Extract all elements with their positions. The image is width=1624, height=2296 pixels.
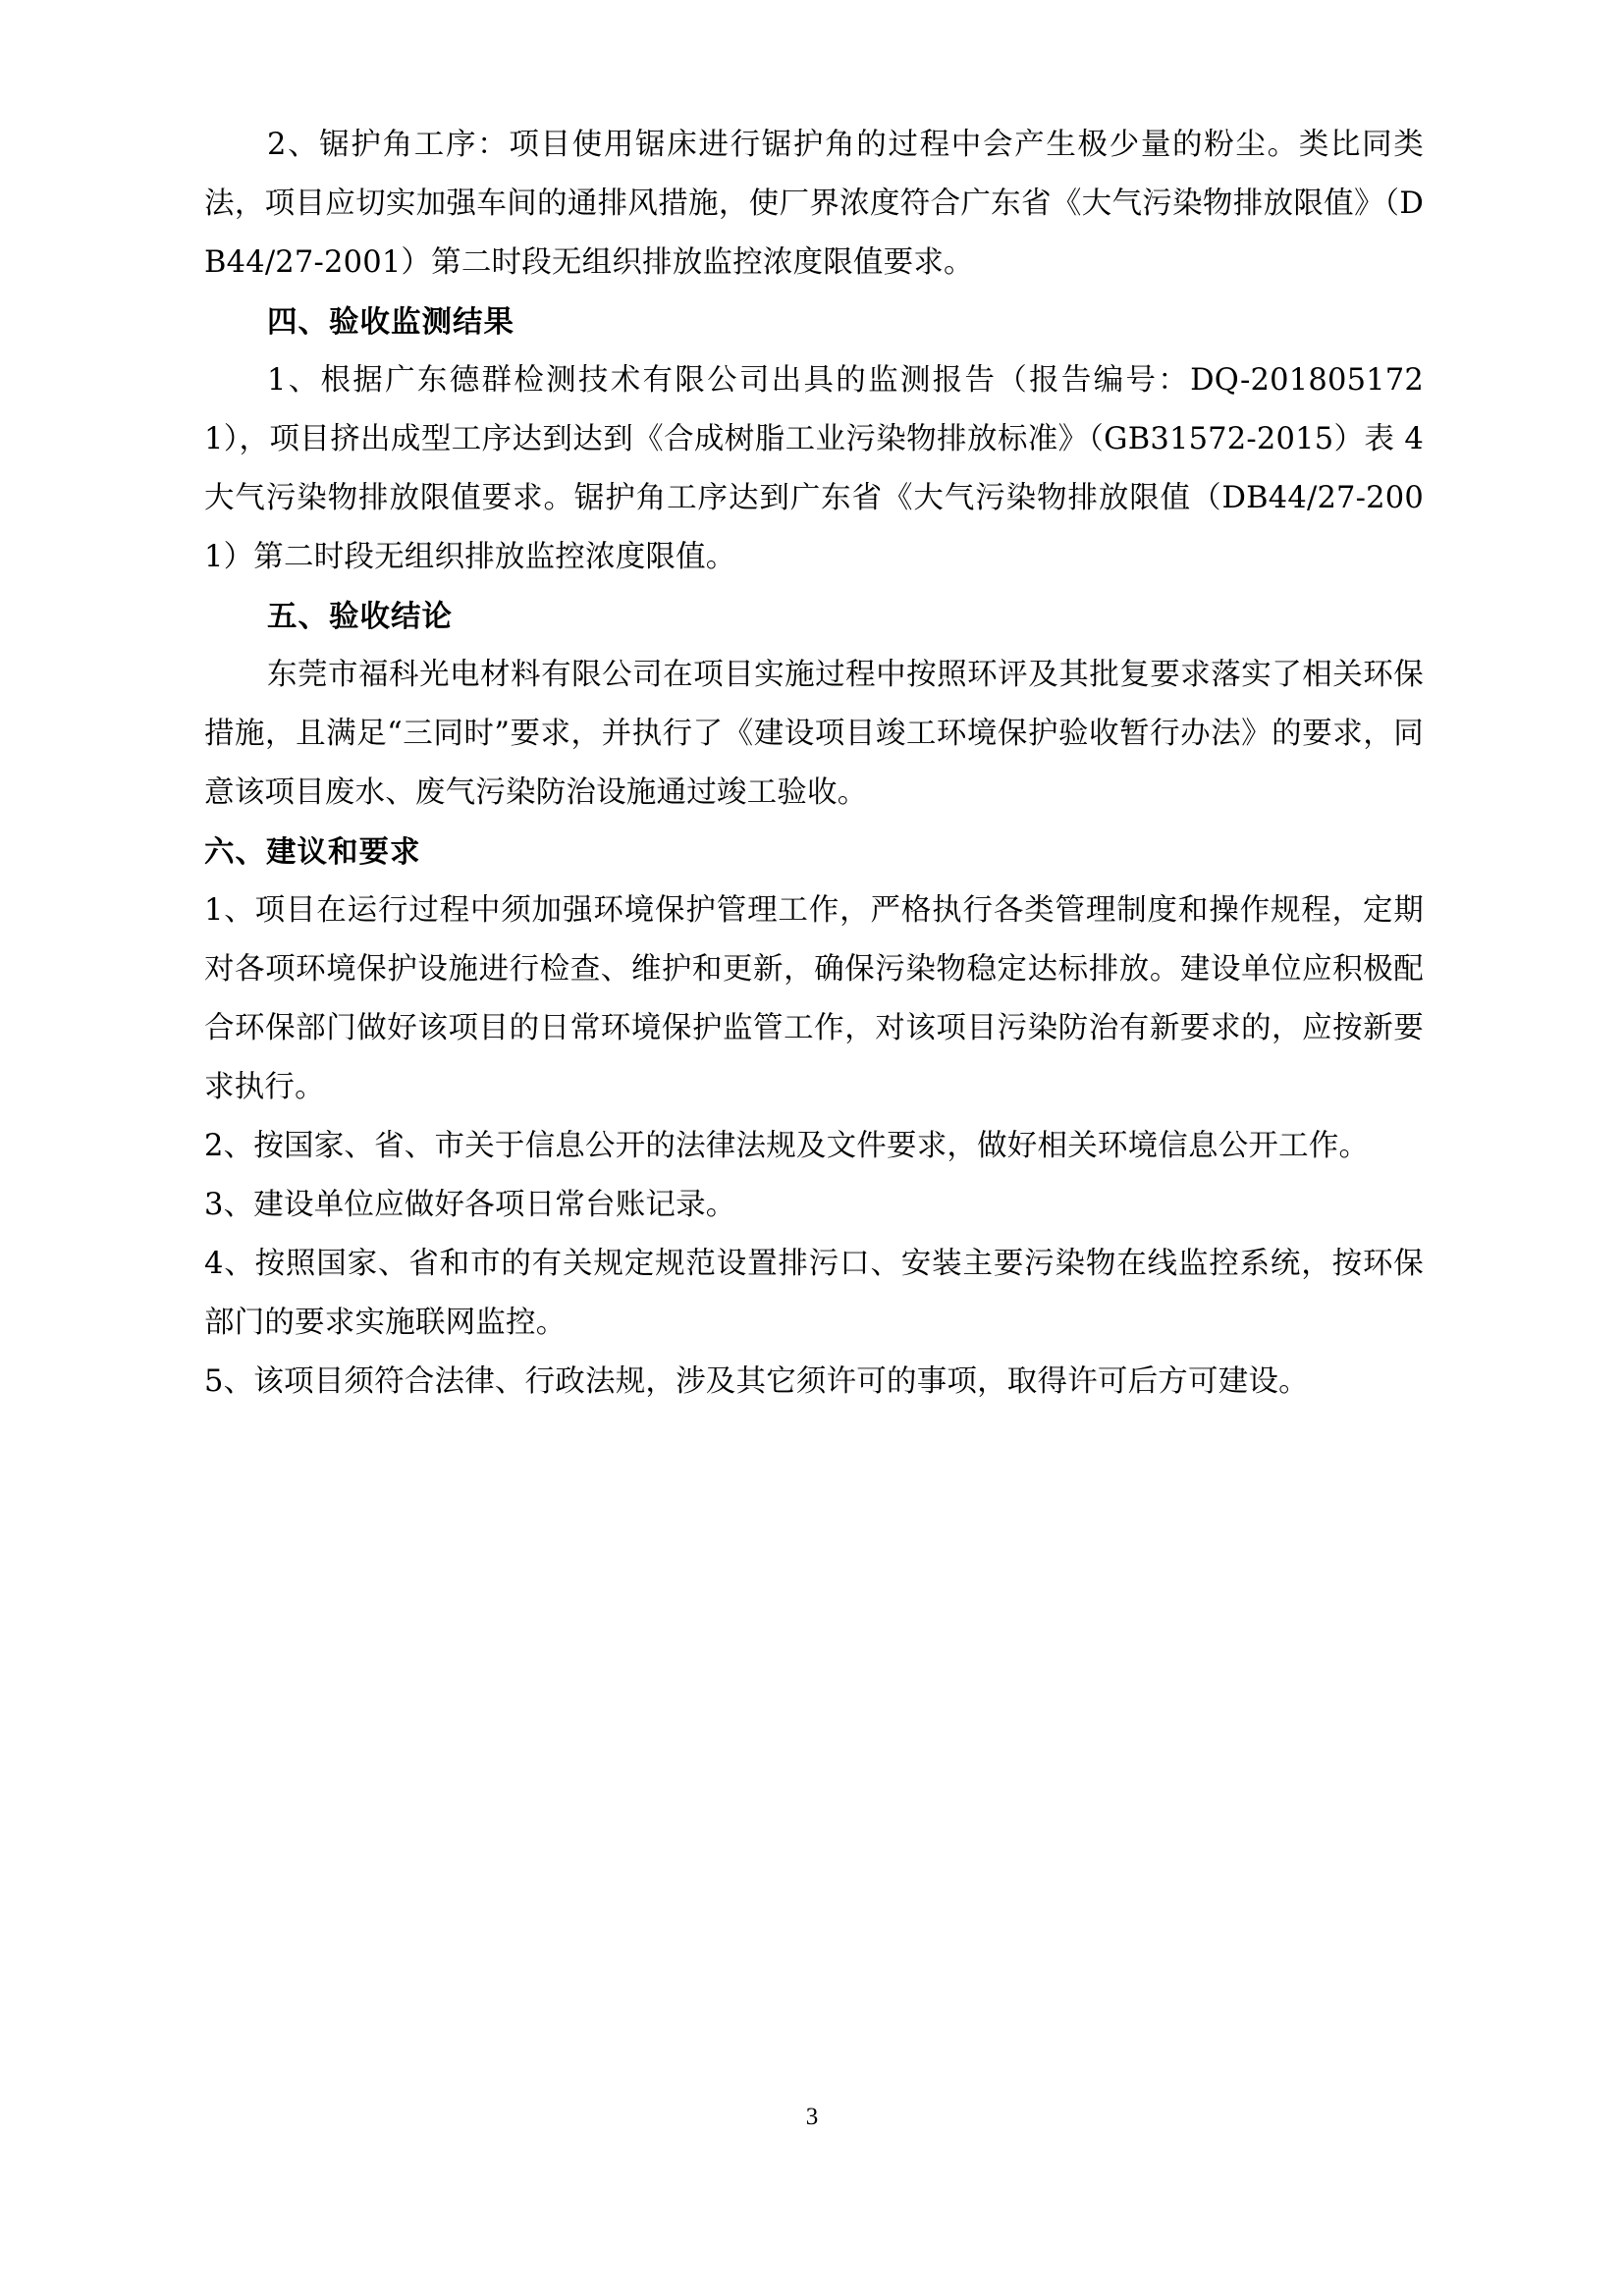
section-heading-four: 四、验收监测结果 <box>267 304 514 340</box>
paragraph-suggestion-3: 3、建设单位应做好各项日常台账记录。 <box>204 1188 736 1222</box>
section-heading-six: 六、建议和要求 <box>204 834 421 870</box>
paragraph-suggestion-2: 2、按国家、省、市关于信息公开的法律法规及文件要求，做好相关环境信息公开工作。 <box>204 1129 1370 1163</box>
section-heading-five: 五、验收结论 <box>267 599 453 634</box>
paragraph-suggestion-5: 5、该项目须符合法律、行政法规，涉及其它须许可的事项，取得许可后方可建设。 <box>204 1364 1309 1399</box>
paragraph-suggestion-1: 1、项目在运行过程中须加强环境保护管理工作，严格执行各类管理制度和操作规程，定期对各项环境保护设施进行检查、维护和更新，确保污染物稳定达标排放。建设单位应积极配合环保部门做好该项目的日常环境保护监管工作，对该项目污染防治有新要求的，应按新要求执行。 <box>204 893 1424 1104</box>
paragraph-monitor-result: 1、根据广东德群检测技术有限公司出具的监测报告（报告编号：DQ-2018051721），项目挤出成型工序达到达到《合成树脂工业污染物排放标准》（GB31572-2015）表 4 大气污染物排放限值要求。锯护角工序达到广东省《大气污染物排放限值（DB44/27-2001）第二时段无组织排放监控浓度限值。 <box>204 363 1424 574</box>
paragraph-suggestion-4: 4、按照国家、省和市的有关规定规范设置排污口、安装主要污染物在线监控系统，按环保部门的要求实施联网监控。 <box>204 1247 1424 1340</box>
page-number: 3 <box>805 2104 819 2130</box>
paragraph-saw-process: 2、锯护角工序：项目使用锯床进行锯护角的过程中会产生极少量的粉尘。类比同类法，项目应切实加强车间的通排风措施，使厂界浓度符合广东省《大气污染物排放限值》（DB44/27-2001）第二时段无组织排放监控浓度限值要求。 <box>204 128 1424 280</box>
paragraph-conclusion: 东莞市福科光电材料有限公司在项目实施过程中按照环评及其批复要求落实了相关环保措施，且满足“三同时”要求，并执行了《建设项目竣工环境保护验收暂行办法》的要求，同意该项目废水、废气污染防治设施通过竣工验收。 <box>204 658 1424 810</box>
document-body <box>204 116 1424 1412</box>
